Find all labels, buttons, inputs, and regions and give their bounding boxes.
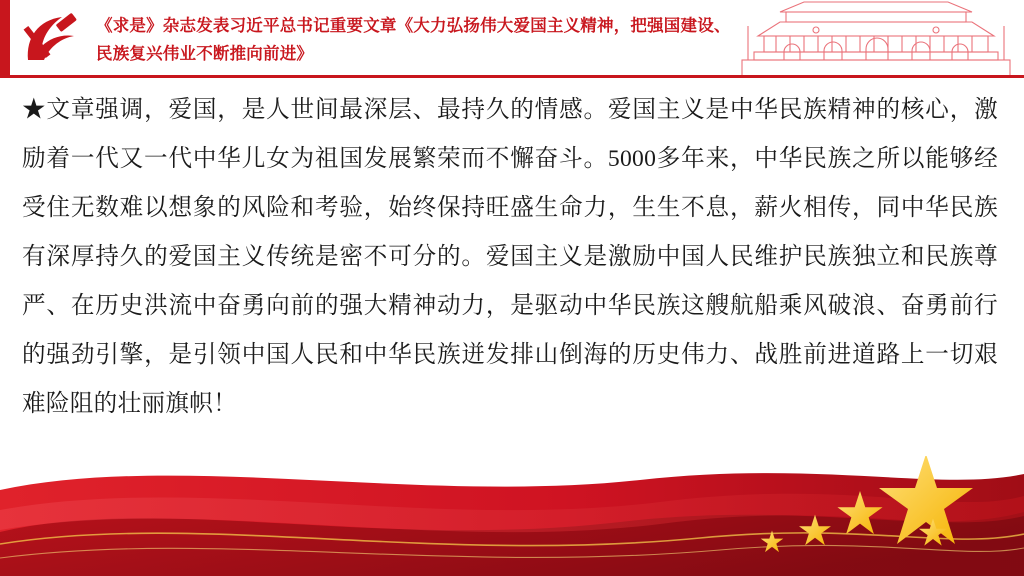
- page-title-line-1: 《求是》杂志发表习近平总书记重要文章《大力弘扬伟大爱国主义精神，把强国建设、: [96, 17, 731, 35]
- page-title-line-2: 民族复兴伟业不断推向前进》: [96, 45, 314, 63]
- tiananmen-line-art-icon: [724, 0, 1024, 78]
- hammer-sickle-icon: [22, 12, 84, 66]
- article-paragraph: ★文章强调，爱国，是人世间最深层、最持久的情感。爱国主义是中华民族精神的核心，激励着一代又一代中华儿女为祖国发展繁荣而不懈奋斗。5000多年来，中华民族之所以能够经受住无数难以想象的风险和考验，始终保持旺盛生命力，生生不息，薪火相传，同中华民族有深厚持久的爱国主义传统是密不可分的。爱国主义是激励中国人民维护民族独立和民族尊严、在历史洪流中奋勇向前的强大精神动力，是驱动中华民族这艘航船乘风破浪、奋勇前行的强劲引擎，是引领中国人民和中华民族迸发排山倒海的历史伟力、战胜前进道路上一切艰难险阻的壮丽旗帜！: [22, 97, 998, 417]
- red-ribbon-banner-icon: [0, 446, 1024, 576]
- header-accent-bar: [0, 0, 10, 78]
- page-title: [96, 8, 796, 72]
- slide-header: [0, 0, 1024, 78]
- main-content: [0, 78, 1024, 458]
